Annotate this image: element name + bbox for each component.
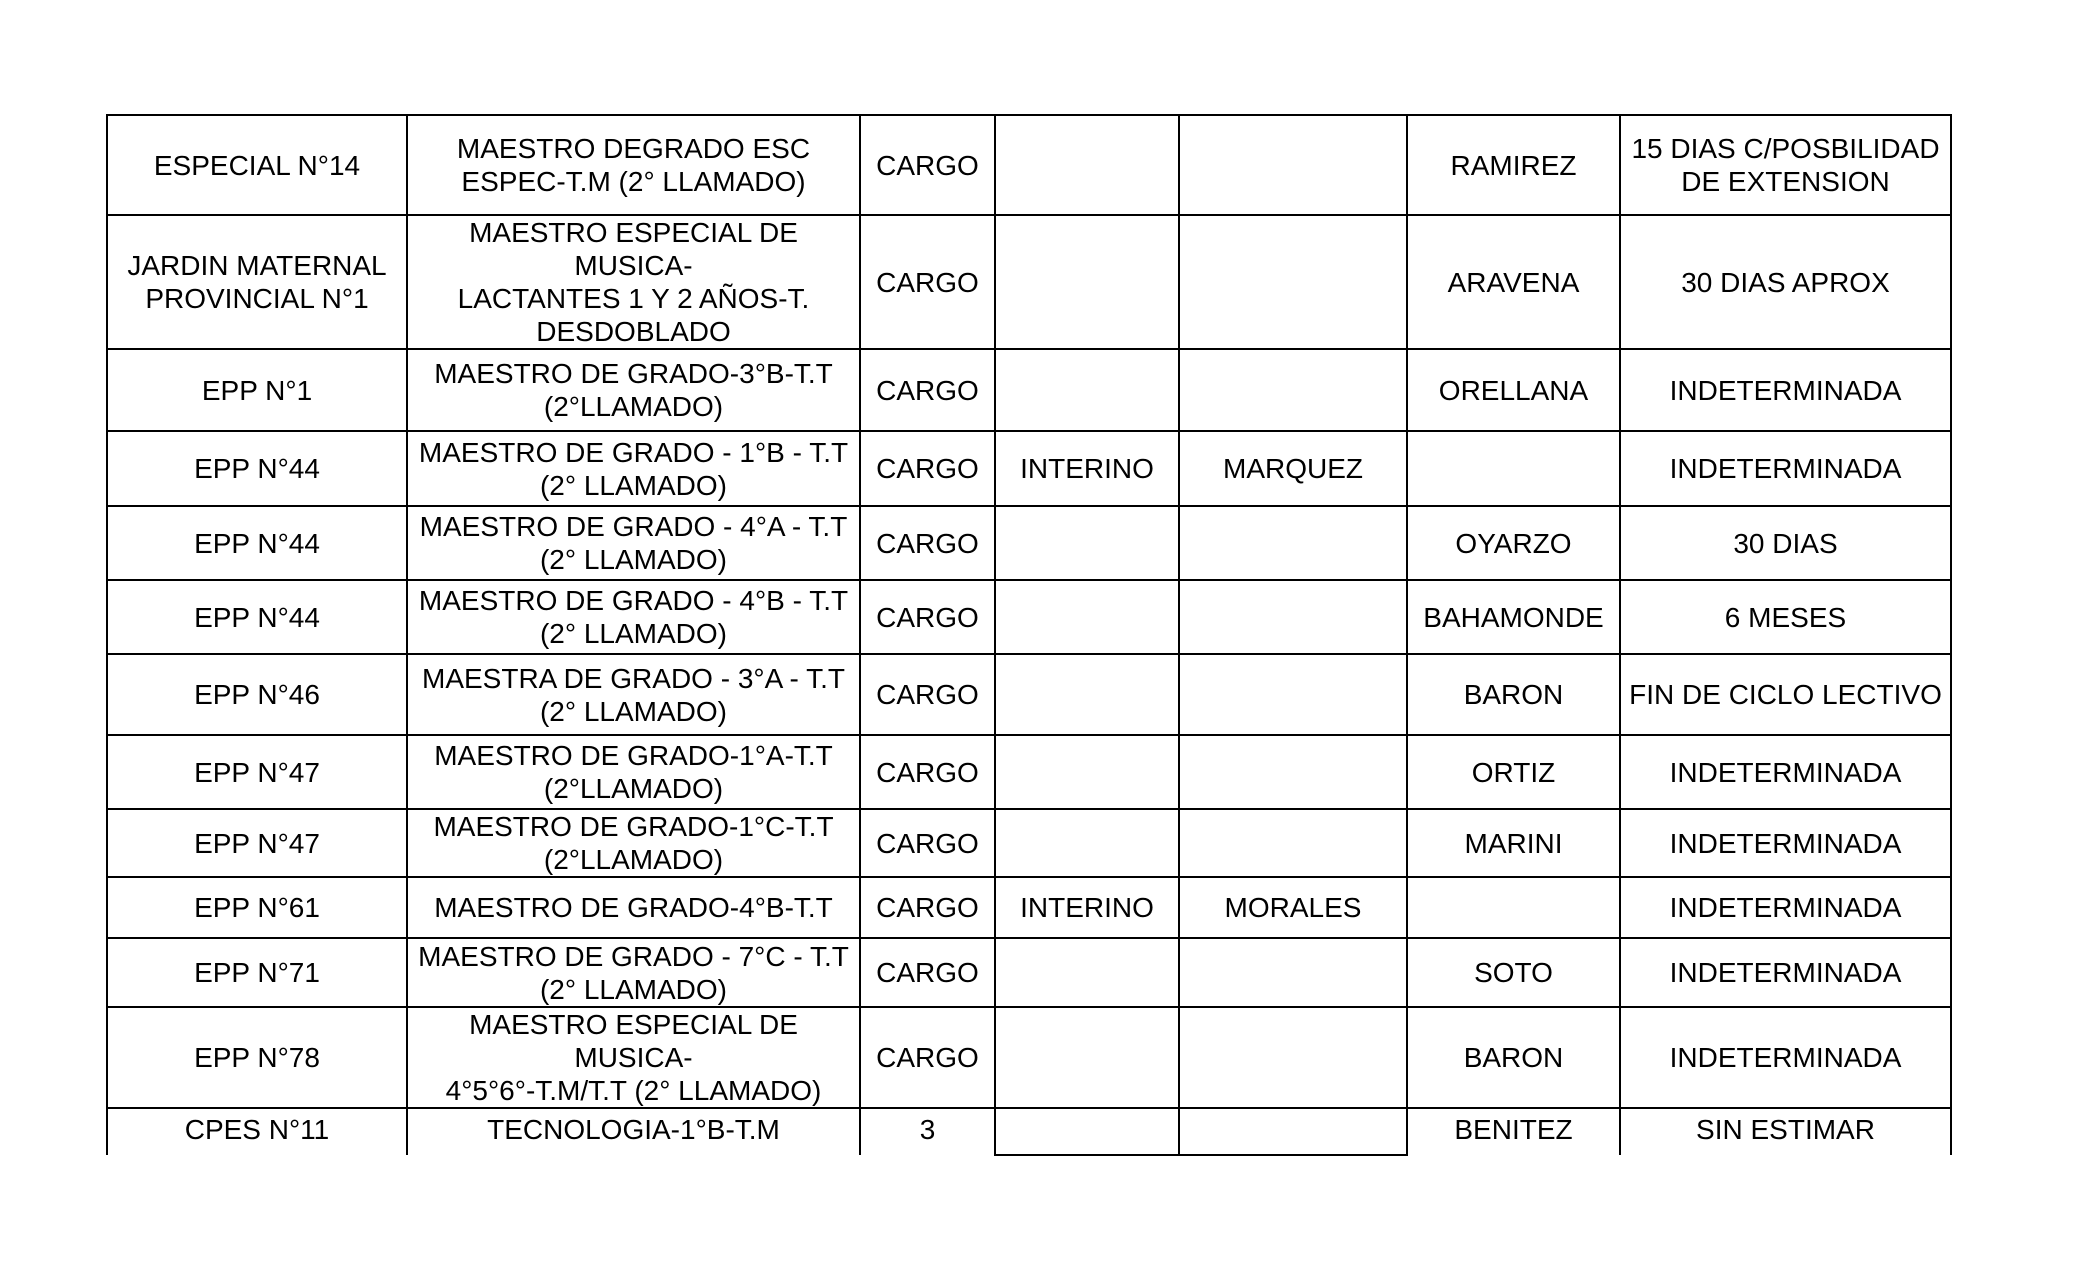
vacancies-table [106, 114, 1952, 1156]
status-cell [995, 580, 1179, 654]
duration-cell: SIN ESTIMAR [1620, 1108, 1951, 1155]
table-row [107, 809, 1951, 877]
status-cell [995, 115, 1179, 215]
duration-cell: INDETERMINADA [1620, 735, 1951, 809]
duration-cell: INDETERMINADA [1620, 877, 1951, 938]
replaces-cell [1407, 431, 1620, 506]
school-cell: EPP N°46 [107, 654, 407, 735]
school-cell: EPP N°71 [107, 938, 407, 1007]
replaces-cell: BARON [1407, 1007, 1620, 1108]
holder-cell [1179, 938, 1407, 1007]
holder-cell: MARQUEZ [1179, 431, 1407, 506]
table-row [107, 506, 1951, 580]
replaces-cell: SOTO [1407, 938, 1620, 1007]
position-cell: MAESTRO DE GRADO - 7°C - T.T (2° LLAMADO) [407, 938, 860, 1007]
position-cell: MAESTRO DE GRADO-1°A-T.T (2°LLAMADO) [407, 735, 860, 809]
school-cell: EPP N°44 [107, 431, 407, 506]
replaces-cell: ORTIZ [1407, 735, 1620, 809]
status-cell [995, 654, 1179, 735]
status-cell [995, 735, 1179, 809]
school-cell: ESPECIAL N°14 [107, 115, 407, 215]
table-row [107, 654, 1951, 735]
replaces-cell: ARAVENA [1407, 215, 1620, 349]
holder-cell [1179, 215, 1407, 349]
replaces-cell [1407, 877, 1620, 938]
type-cell: 3 [860, 1108, 995, 1155]
school-cell: EPP N°47 [107, 735, 407, 809]
position-cell: TECNOLOGIA-1°B-T.M [407, 1108, 860, 1155]
type-cell: CARGO [860, 506, 995, 580]
school-cell: EPP N°61 [107, 877, 407, 938]
replaces-cell: BENITEZ [1407, 1108, 1620, 1155]
table-row [107, 735, 1951, 809]
status-cell [995, 506, 1179, 580]
vacancies-table-body [107, 115, 1951, 1155]
type-cell: CARGO [860, 654, 995, 735]
position-cell: MAESTRO ESPECIAL DE MUSICA- 4°5°6°-T.M/T.T (2° LLAMADO) [407, 1007, 860, 1108]
holder-cell [1179, 115, 1407, 215]
holder-cell [1179, 349, 1407, 431]
status-cell [995, 1108, 1179, 1155]
status-cell [995, 1007, 1179, 1108]
position-cell: MAESTRO DE GRADO - 4°B - T.T (2° LLAMADO) [407, 580, 860, 654]
school-cell: JARDIN MATERNAL PROVINCIAL N°1 [107, 215, 407, 349]
status-cell: INTERINO [995, 877, 1179, 938]
type-cell: CARGO [860, 431, 995, 506]
table-row [107, 115, 1951, 215]
table-row [107, 877, 1951, 938]
duration-cell: 30 DIAS APROX [1620, 215, 1951, 349]
replaces-cell: ORELLANA [1407, 349, 1620, 431]
holder-cell: MORALES [1179, 877, 1407, 938]
duration-cell: FIN DE CICLO LECTIVO [1620, 654, 1951, 735]
position-cell: MAESTRO DE GRADO-3°B-T.T (2°LLAMADO) [407, 349, 860, 431]
holder-cell [1179, 1007, 1407, 1108]
duration-cell: 15 DIAS C/POSBILIDAD DE EXTENSION [1620, 115, 1951, 215]
holder-cell [1179, 654, 1407, 735]
duration-cell: INDETERMINADA [1620, 431, 1951, 506]
school-cell: EPP N°47 [107, 809, 407, 877]
table-row [107, 215, 1951, 349]
type-cell: CARGO [860, 349, 995, 431]
holder-cell [1179, 580, 1407, 654]
position-cell: MAESTRO DE GRADO - 4°A - T.T (2° LLAMADO) [407, 506, 860, 580]
school-cell: EPP N°44 [107, 506, 407, 580]
duration-cell: INDETERMINADA [1620, 349, 1951, 431]
duration-cell: INDETERMINADA [1620, 809, 1951, 877]
table-row [107, 349, 1951, 431]
status-cell: INTERINO [995, 431, 1179, 506]
duration-cell: INDETERMINADA [1620, 938, 1951, 1007]
status-cell [995, 938, 1179, 1007]
table-row [107, 938, 1951, 1007]
school-cell: EPP N°78 [107, 1007, 407, 1108]
type-cell: CARGO [860, 877, 995, 938]
status-cell [995, 215, 1179, 349]
status-cell [995, 809, 1179, 877]
duration-cell: 6 MESES [1620, 580, 1951, 654]
holder-cell [1179, 735, 1407, 809]
type-cell: CARGO [860, 580, 995, 654]
duration-cell: 30 DIAS [1620, 506, 1951, 580]
type-cell: CARGO [860, 809, 995, 877]
replaces-cell: BAHAMONDE [1407, 580, 1620, 654]
position-cell: MAESTRO ESPECIAL DE MUSICA- LACTANTES 1 Y 2 AÑOS-T. DESDOBLADO [407, 215, 860, 349]
type-cell: CARGO [860, 115, 995, 215]
type-cell: CARGO [860, 735, 995, 809]
holder-cell [1179, 1108, 1407, 1155]
table-row [107, 1108, 1951, 1155]
type-cell: CARGO [860, 215, 995, 349]
replaces-cell: MARINI [1407, 809, 1620, 877]
table-row [107, 1007, 1951, 1108]
school-cell: CPES N°11 [107, 1108, 407, 1155]
position-cell: MAESTRA DE GRADO - 3°A - T.T (2° LLAMADO) [407, 654, 860, 735]
replaces-cell: RAMIREZ [1407, 115, 1620, 215]
table-row [107, 580, 1951, 654]
position-cell: MAESTRO DE GRADO-1°C-T.T (2°LLAMADO) [407, 809, 860, 877]
position-cell: MAESTRO DEGRADO ESC ESPEC-T.M (2° LLAMADO) [407, 115, 860, 215]
duration-cell: INDETERMINADA [1620, 1007, 1951, 1108]
school-cell: EPP N°1 [107, 349, 407, 431]
position-cell: MAESTRO DE GRADO - 1°B - T.T (2° LLAMADO) [407, 431, 860, 506]
holder-cell [1179, 809, 1407, 877]
table-row [107, 431, 1951, 506]
replaces-cell: BARON [1407, 654, 1620, 735]
replaces-cell: OYARZO [1407, 506, 1620, 580]
type-cell: CARGO [860, 1007, 995, 1108]
status-cell [995, 349, 1179, 431]
position-cell: MAESTRO DE GRADO-4°B-T.T [407, 877, 860, 938]
school-cell: EPP N°44 [107, 580, 407, 654]
holder-cell [1179, 506, 1407, 580]
type-cell: CARGO [860, 938, 995, 1007]
